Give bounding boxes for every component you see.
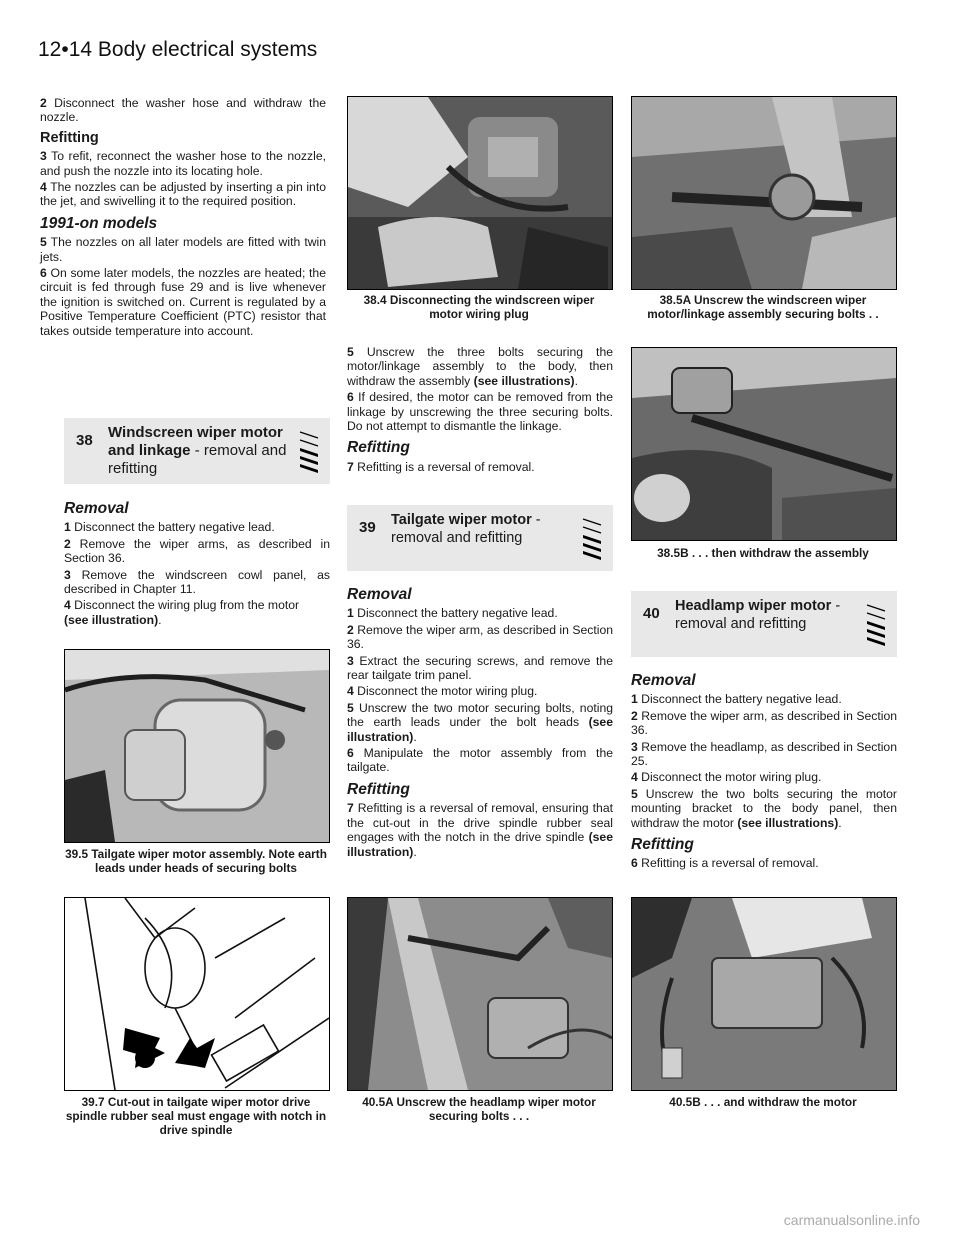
step-number: 6 — [631, 856, 638, 871]
step-text: The nozzles can be adjusted by inserting a pin into the jet, and swivelling it to the required position. — [40, 180, 326, 209]
caption-40-5b: 40.5B . . . and withdraw the motor — [669, 1095, 857, 1109]
section-40-header — [631, 591, 897, 657]
step-text: Extract the securing screws, and remove the rear tailgate trim panel. — [347, 653, 613, 683]
illustration-ref[interactable]: (see illustration) — [64, 612, 159, 627]
step-number: 4 — [64, 598, 71, 613]
photo-39-7 — [64, 897, 330, 1091]
step-number: 5 — [40, 235, 47, 250]
caption-39-5: 39.5 Tailgate wiper motor assembly. Note earth leads under heads of securing bolts — [65, 847, 327, 875]
step-text: Disconnect the motor wiring plug. — [357, 684, 538, 699]
step-number: 4 — [347, 684, 354, 699]
step-text: Disconnect the wiring plug from the motor — [74, 598, 300, 613]
illustration-ref[interactable]: (see illustrations) — [473, 373, 575, 388]
step-text: Disconnect the washer hose and withdraw the nozzle. — [40, 96, 326, 125]
step-text: Disconnect the battery negative lead. — [357, 606, 558, 621]
refitting-heading: Refitting — [631, 836, 694, 854]
refitting-heading: Refitting — [347, 780, 410, 798]
step-text: Disconnect the battery negative lead. — [641, 692, 842, 707]
step-text: To refit, reconnect the washer hose to the nozzle, and push the nozzle into its locating hole. — [40, 149, 326, 178]
refitting-heading: Refitting — [40, 129, 99, 146]
illustration-ref[interactable]: (see illustration) — [347, 830, 613, 859]
photo-38-5a — [631, 96, 897, 290]
caption-38-4: 38.4 Disconnecting the windscreen wiper motor wiring plug — [363, 293, 595, 321]
step-text: Remove the wiper arm, as described in Section 36. — [347, 622, 613, 652]
section-40-text: Removal 1 Disconnect the battery negative lead. 2 Remove the wiper arm, as described in Section 36. 3 Remove the headlamp, as described in Section 25. 4 Disconnect the motor wiring plug. 5 Unscrew the two bolts securing the motor mounting bracket to the body panel, then withdraw the motor (see illustrations). Refitting 6 Refitting is a reversal of removal. — [631, 672, 897, 871]
step-number: 2 — [347, 622, 354, 637]
section-38-header — [64, 418, 330, 484]
removal-heading: Removal — [64, 500, 129, 517]
section-39-header — [347, 505, 613, 571]
step-text: Remove the wiper arms, as described in Section 36. — [64, 536, 330, 566]
footer-watermark: carmanualsonline.info — [783, 1212, 920, 1228]
photo-38-5b — [631, 347, 897, 541]
caption-40-5a: 40.5A Unscrew the headlamp wiper motor securing bolts . . . — [362, 1095, 596, 1123]
section-number: 38 — [76, 432, 93, 449]
removal-heading: Removal — [347, 586, 412, 603]
removal-heading: Removal — [631, 672, 696, 689]
step-number: 5 — [347, 345, 354, 359]
section-38-continued-text: 5 Unscrew the three bolts securing the motor/linkage assembly to the body, then withdraw the assembly (see illustrations). 6 If desired, the motor can be removed from the linkage by unscrewing the three securing bolts. Do not attempt to dismantle the linkage. Refitting 7 Refitting is a reversal of removal. — [347, 345, 613, 474]
step-number: 6 — [347, 390, 354, 405]
illustration-ref[interactable]: (see illustration) — [347, 715, 613, 744]
section-title: Headlamp wiper motor - removal and refitting — [675, 598, 841, 632]
caption-38-5a: 38.5A Unscrew the windscreen wiper motor/linkage assembly securing bolts . . — [647, 293, 879, 321]
caption-38-5b: 38.5B . . . then withdraw the assembly — [657, 546, 869, 560]
step-number: 3 — [347, 653, 354, 668]
step-number: 5 — [347, 700, 354, 715]
step-text: On some later models, the nozzles are heated; the circuit is fed through fuse 29 and is live whenever the ignition is switched on. Current is regulated by a Positive Temperature Coefficient (PTC) resistor that takes outside temperature into account. — [40, 266, 326, 338]
step-number: 6 — [347, 746, 354, 761]
step-number: 2 — [631, 708, 638, 723]
step-number: 1 — [64, 520, 71, 535]
step-number: 7 — [347, 801, 354, 816]
section-38-text: Removal 1 Disconnect the battery negative lead. 2 Remove the wiper arms, as described in Section 36. 3 Remove the windscreen cowl panel, as described in Chapter 11. 4 Disconnect the wiring plug from the motor (see illustration). — [64, 500, 331, 627]
step-text: Refitting is a reversal of removal, ensuring that the cut-out in the drive spindle rubber seal engages with the notch in the drive spindle — [347, 801, 613, 845]
difficulty-wrench-icon — [863, 599, 889, 649]
photo-40-5a — [347, 897, 613, 1091]
step-number: 5 — [631, 786, 638, 801]
step-text: Unscrew the two motor securing bolts, noting the earth leads under the bolt heads — [347, 700, 614, 730]
step-number: 4 — [631, 770, 638, 785]
step-text: Manipulate the motor assembly from the tailgate. — [347, 746, 613, 775]
difficulty-wrench-icon — [296, 426, 322, 476]
photo-40-5b — [631, 897, 897, 1091]
section-39-text: Removal 1 Disconnect the battery negative lead. 2 Remove the wiper arm, as described in Section 36. 3 Extract the securing screws, and remove the rear tailgate trim panel. 4 Disconnect the motor wiring plug. 5 Unscrew the two motor securing bolts, noting the earth leads under the bolt heads (see illustration). 6 Manipulate the motor assembly from the tailgate. Refitting 7 Refitting is a reversal of removal, ensuring that the cut-out in the drive spindle rubber seal engages with the notch in the drive spindle (see illustration). — [347, 586, 614, 859]
photo-38-4 — [347, 96, 613, 290]
caption-39-7: 39.7 Cut-out in tailgate wiper motor drive spindle rubber seal must engage with notch in drive spindle — [65, 1095, 327, 1137]
step-text: If desired, the motor can be removed from the linkage by unscrewing the three securing bolts. Do not attempt to dismantle the linkage. — [347, 390, 613, 434]
refitting-heading: Refitting — [347, 439, 410, 457]
step-text: Refitting is a reversal of removal. — [357, 459, 535, 474]
step-text: Refitting is a reversal of removal. — [641, 856, 819, 871]
step-number: 3 — [40, 149, 47, 164]
illustration-ref[interactable]: (see illustrations) — [737, 815, 839, 830]
step-number: 4 — [40, 180, 47, 195]
step-text: Remove the windscreen cowl panel, as described in Chapter 11. — [64, 567, 331, 597]
step-text: Unscrew the two bolts securing the motor mounting bracket to the body panel, then withdraw the motor — [631, 786, 897, 830]
step-text: Disconnect the motor wiring plug. — [641, 770, 822, 785]
step-text: Unscrew the three bolts securing the motor/linkage assembly to the body, then withdraw the assembly — [347, 345, 613, 388]
step-number: 3 — [631, 739, 638, 754]
section-number: 39 — [359, 519, 376, 536]
step-text: Remove the headlamp, as described in Section 25. — [631, 739, 897, 769]
step-number: 7 — [347, 459, 354, 474]
step-number: 6 — [40, 266, 47, 281]
step-text: The nozzles on all later models are fitted with twin jets. — [40, 235, 326, 264]
models-heading: 1991-on models — [40, 214, 158, 232]
step-number: 1 — [347, 606, 354, 621]
step-text: Disconnect the battery negative lead. — [74, 520, 275, 535]
page-header: 12•14 Body electrical systems — [38, 38, 318, 61]
section-title: Windscreen wiper motor and linkage - removal and refitting — [108, 424, 287, 477]
photo-39-5 — [64, 649, 330, 843]
section-title: Tailgate wiper motor - removal and refitting — [391, 512, 541, 546]
step-text: Remove the wiper arm, as described in Section 36. — [631, 708, 897, 738]
step-number: 2 — [40, 96, 47, 110]
difficulty-wrench-icon — [579, 513, 605, 563]
step-number: 1 — [631, 692, 638, 707]
section-number: 40 — [643, 605, 660, 622]
step-number: 2 — [64, 536, 71, 551]
intro-text — [40, 96, 326, 340]
step-number: 3 — [64, 567, 71, 582]
